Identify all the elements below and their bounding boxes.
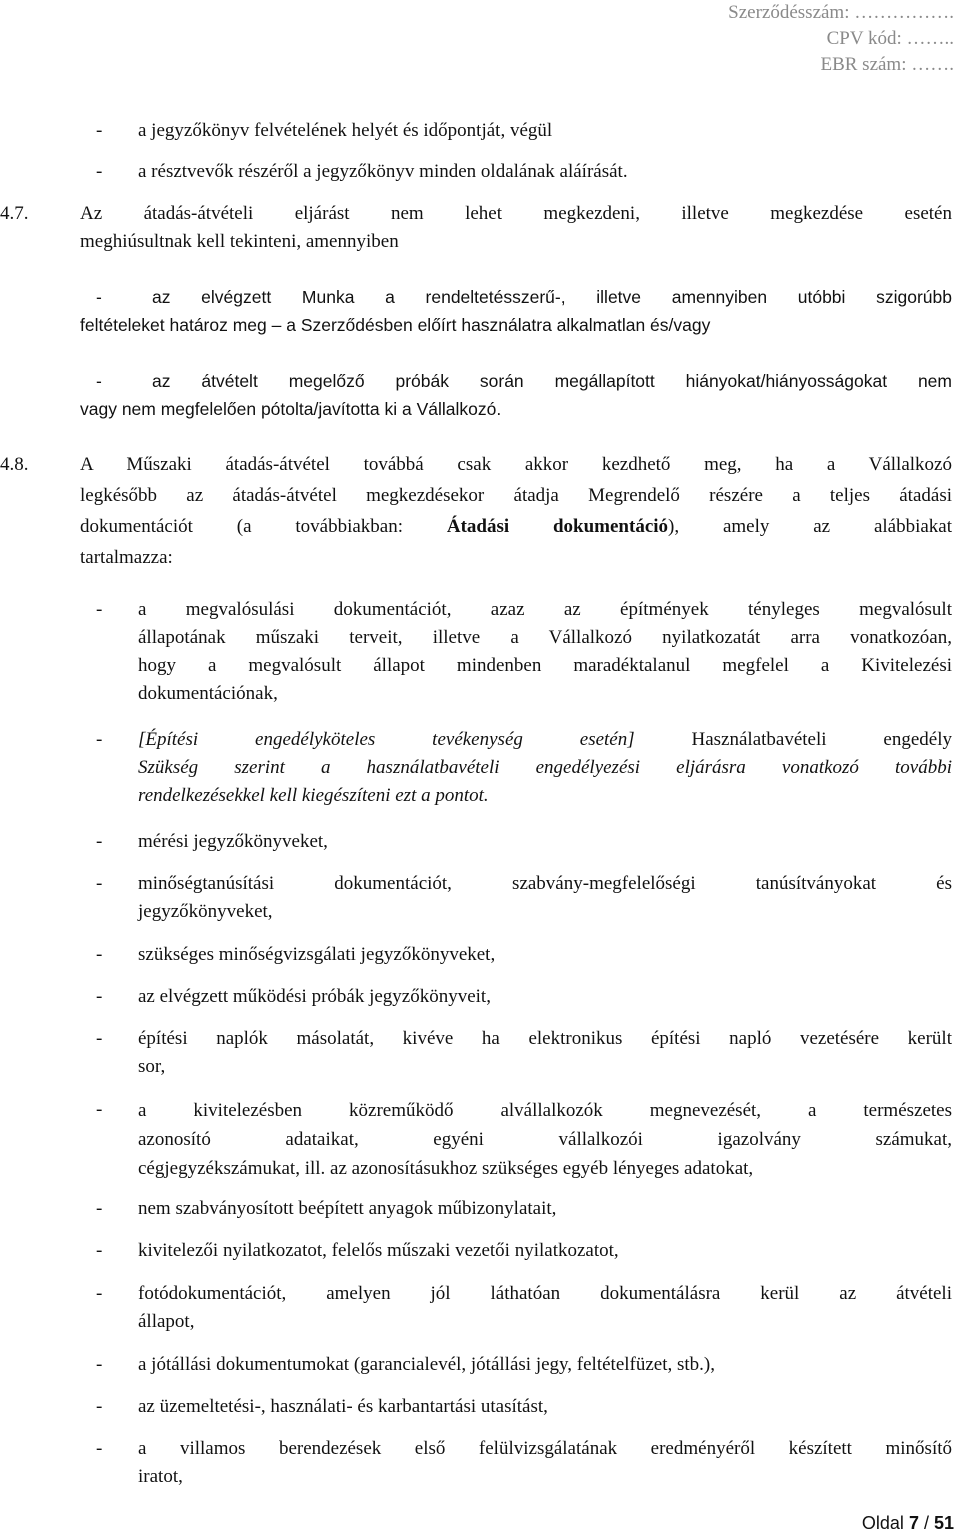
list-dash: - — [96, 287, 102, 307]
list-dash: - — [96, 161, 103, 182]
section-text: A Műszaki átadás-átvétel továbbá csak akkor kezdhető meg, ha a Vállalkozó — [80, 454, 952, 475]
list-item: az elvégzett működési próbák jegyzőkönyveit, — [138, 986, 491, 1007]
list-item: feltételeket határoz meg – a Szerződésben előírt használatra alkalmatlan és/vagy — [80, 315, 711, 335]
list-dash: - — [96, 729, 103, 750]
list-item: szükséges minőségvizsgálati jegyzőkönyveket, — [138, 944, 496, 965]
ebr-number: EBR szám: ……. — [820, 54, 954, 75]
section-text: dokumentációt (a továbbiakban: Átadási dokumentáció), amely az alábbiakat — [80, 516, 953, 537]
list-dash: - — [96, 831, 103, 852]
list-item: a jegyzőkönyv felvételének helyét és időpontját, végül — [138, 120, 553, 141]
list-dash: - — [96, 944, 103, 965]
section-text: tartalmazza: — [80, 547, 173, 568]
list-dash: - — [96, 120, 103, 141]
list-dash: - — [96, 986, 103, 1007]
page-label: Oldal — [861, 1513, 909, 1533]
list-item: a résztvevők részéről a jegyzőkönyv minden oldalának aláírását. — [138, 161, 628, 182]
list-item: [Építési engedélyköteles tevékenység esetén] Használatbavételi engedély Szükség szerint a használatbavételi engedélyezési eljárásra vonatkozó további rendelkezésekkel kell kiegészíteni ezt a pontot. — [138, 729, 952, 806]
list-item: fotódokumentációt, amelyen jól láthatóan dokumentálásra kerül az átvételi állapot, — [138, 1283, 952, 1332]
list-item: építési naplók másolatát, kivéve ha elektronikus építési napló vezetésére került sor, — [138, 1028, 952, 1077]
page-separator: / — [918, 1513, 934, 1533]
page-header — [728, 0, 954, 78]
list-item: kivitelezői nyilatkozatot, felelős műszaki vezetői nyilatkozatot, — [138, 1240, 619, 1261]
page-number: 7 — [908, 1513, 919, 1533]
list-dash: - — [96, 1099, 103, 1120]
list-dash: - — [96, 1396, 103, 1417]
list-item: vagy nem megfelelően pótolta/javította ki a Vállalkozó. — [80, 399, 502, 419]
list-item: minőségtanúsítási dokumentációt, szabvány-megfelelőségi tanúsítványokat és jegyzőkönyveket, — [138, 873, 952, 922]
list-item: a villamos berendezések első felülvizsgálatának eredményéről készített minősítő iratot, — [138, 1438, 952, 1487]
list-item: az elvégzett Munka a rendeltetésszerű-, illetve amennyiben utóbbi szigorúbb — [152, 287, 952, 307]
section-number: 4.7. — [0, 203, 29, 224]
list-dash: - — [96, 371, 102, 391]
list-dash: - — [96, 1354, 103, 1375]
list-item: a megvalósulási dokumentációt, azaz az építmények tényleges megvalósult állapotának műszaki terveit, illetve a Vállalkozó nyilatkozatát arra vonatkozóan, hogy a megvalósult állapot mindenben maradéktalanul megfelel a Kivitelezési dokumentációnak, — [138, 599, 952, 704]
list-dash: - — [96, 1198, 103, 1219]
list-dash: - — [96, 1028, 103, 1049]
section-text: meghiúsultnak kell tekinteni, amennyiben — [80, 231, 399, 252]
list-dash: - — [96, 1240, 103, 1261]
list-item: mérési jegyzőkönyveket, — [138, 831, 328, 852]
section-number: 4.8. — [0, 454, 29, 475]
page-total: 51 — [933, 1513, 954, 1533]
list-item: nem szabványosított beépített anyagok műbizonylatait, — [138, 1198, 557, 1219]
list-item: a kivitelezésben közreműködő alvállalkozók megnevezését, a természetes azonosító adataikat, egyéni vállalkozói igazolvány számukat, cégjegyzékszámukat, ill. az azonosításukhoz szükséges egyéb lényeges adatokat, — [138, 1100, 952, 1179]
section-text: Az átadás-átvételi eljárást nem lehet megkezdeni, illetve megkezdése esetén — [80, 203, 952, 224]
contract-number: Szerződésszám: ……………. — [728, 2, 954, 23]
section-text: legkésőbb az átadás-átvétel megkezdésekor átadja Megrendelő részére a teljes átadási — [80, 485, 952, 506]
list-dash: - — [96, 873, 103, 894]
page-footer — [862, 1509, 954, 1537]
list-item: az üzemeltetési-, használati- és karbantartási utasítást, — [138, 1396, 548, 1417]
list-dash: - — [96, 1438, 103, 1459]
list-dash: - — [96, 1283, 103, 1304]
list-dash: - — [96, 599, 103, 620]
defined-term: Átadási dokumentáció — [446, 516, 669, 537]
cpv-code: CPV kód: …….. — [826, 28, 954, 49]
list-item: a jótállási dokumentumokat (garancialevél, jótállási jegy, feltételfüzet, stb.), — [138, 1354, 716, 1375]
list-item: az átvételt megelőző próbák során megállapított hiányokat/hiányosságokat nem — [152, 371, 952, 391]
